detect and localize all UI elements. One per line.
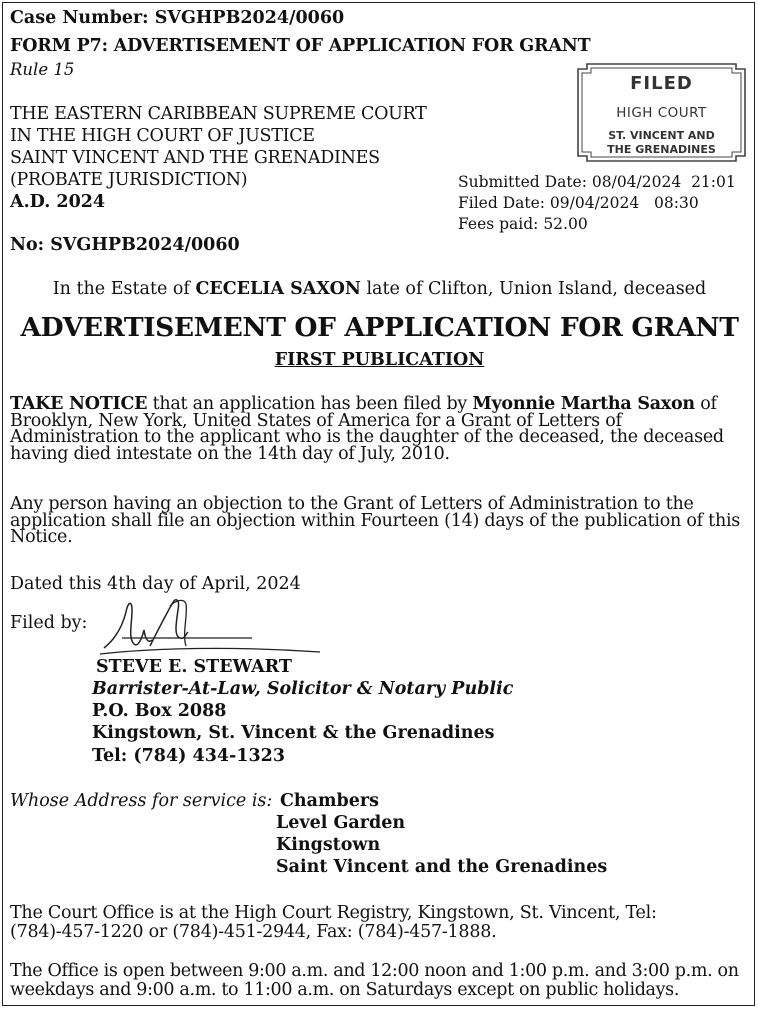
take-notice-text-2: of Brooklyn, New York, United States of America for a Grant of Letters of Administration to the applicant who is the daughter of the deceased, the deceased having died intestate on the 14th day of July, 2010. bbox=[10, 394, 724, 464]
rule-reference: Rule 15 bbox=[10, 60, 75, 79]
take-notice-paragraph bbox=[10, 396, 750, 462]
stamp-court: HIGH COURT bbox=[616, 105, 707, 121]
publication-subtitle: FIRST PUBLICATION bbox=[274, 350, 485, 370]
court-line-3: SAINT VINCENT AND THE GRENADINES bbox=[10, 148, 380, 168]
service-line-4: Saint Vincent and the Grenadines bbox=[276, 857, 608, 877]
service-line-1: Chambers bbox=[280, 791, 379, 811]
court-office-paragraph: The Court Office is at the High Court Registry, Kingstown, St. Vincent, Tel: (784)-457-1220 or (784)-451-2944, Fax: (784)-457-1888. bbox=[10, 903, 657, 942]
stamp-filed: FILED bbox=[630, 73, 693, 94]
case-number: Case Number: SVGHPB2024/0060 bbox=[10, 8, 345, 28]
signature bbox=[92, 594, 352, 664]
deceased-name: CECELIA SAXON bbox=[195, 279, 361, 299]
service-label: Whose Address for service is: bbox=[10, 791, 273, 811]
estate-line bbox=[0, 278, 759, 300]
dated-line: Dated this 4th day of April, 2024 bbox=[10, 574, 301, 594]
filed-by-label: Filed by: bbox=[10, 613, 88, 633]
case-no: No: SVGHPB2024/0060 bbox=[10, 235, 240, 255]
court-line-4: (PROBATE JURISDICTION) bbox=[10, 170, 248, 190]
estate-prefix: In the Estate of bbox=[52, 279, 196, 299]
take-notice-text-1: that an application has been filed by bbox=[147, 394, 473, 414]
attorney-name: STEVE E. STEWART bbox=[96, 657, 292, 677]
court-line-2: IN THE HIGH COURT OF JUSTICE bbox=[10, 126, 315, 146]
attorney-title: Barrister-At-Law, Solicitor & Notary Public bbox=[92, 679, 514, 699]
service-line-3: Kingstown bbox=[276, 835, 381, 855]
take-notice-lead: TAKE NOTICE bbox=[10, 394, 148, 414]
objection-paragraph: Any person having an objection to the Grant of Letters of Administration to the application shall file an objection within Fourteen (14) days of the publication of this Notice. bbox=[10, 494, 741, 547]
office-hours-paragraph: The Office is open between 9:00 a.m. and 12:00 noon and 1:00 p.m. and 3:00 p.m. on weekdays and 9:00 a.m. to 11:00 a.m. on Saturdays except on public holidays. bbox=[10, 961, 739, 1000]
stamp-location-1: ST. VINCENT AND bbox=[608, 129, 715, 142]
attorney-po-box: P.O. Box 2088 bbox=[92, 701, 227, 721]
applicant-name: Myonnie Martha Saxon bbox=[472, 394, 695, 414]
advertisement-title: ADVERTISEMENT OF APPLICATION FOR GRANT bbox=[20, 312, 739, 343]
stamp-location-2: THE GRENADINES bbox=[607, 143, 716, 156]
form-title: FORM P7: ADVERTISEMENT OF APPLICATION FOR GRANT bbox=[10, 36, 591, 56]
filed-stamp bbox=[577, 63, 746, 162]
service-line-2: Level Garden bbox=[276, 813, 406, 833]
attorney-city: Kingstown, St. Vincent & the Grenadines bbox=[92, 723, 495, 743]
attorney-tel: Tel: (784) 434-1323 bbox=[92, 746, 286, 766]
fees-paid: Fees paid: 52.00 bbox=[458, 215, 588, 233]
court-year: A.D. 2024 bbox=[10, 192, 106, 212]
filed-date: Filed Date: 09/04/2024 08:30 bbox=[458, 194, 699, 212]
submitted-date: Submitted Date: 08/04/2024 21:01 bbox=[458, 173, 736, 191]
court-line-1: THE EASTERN CARIBBEAN SUPREME COURT bbox=[10, 104, 427, 124]
estate-suffix: late of Clifton, Union Island, deceased bbox=[360, 279, 707, 299]
